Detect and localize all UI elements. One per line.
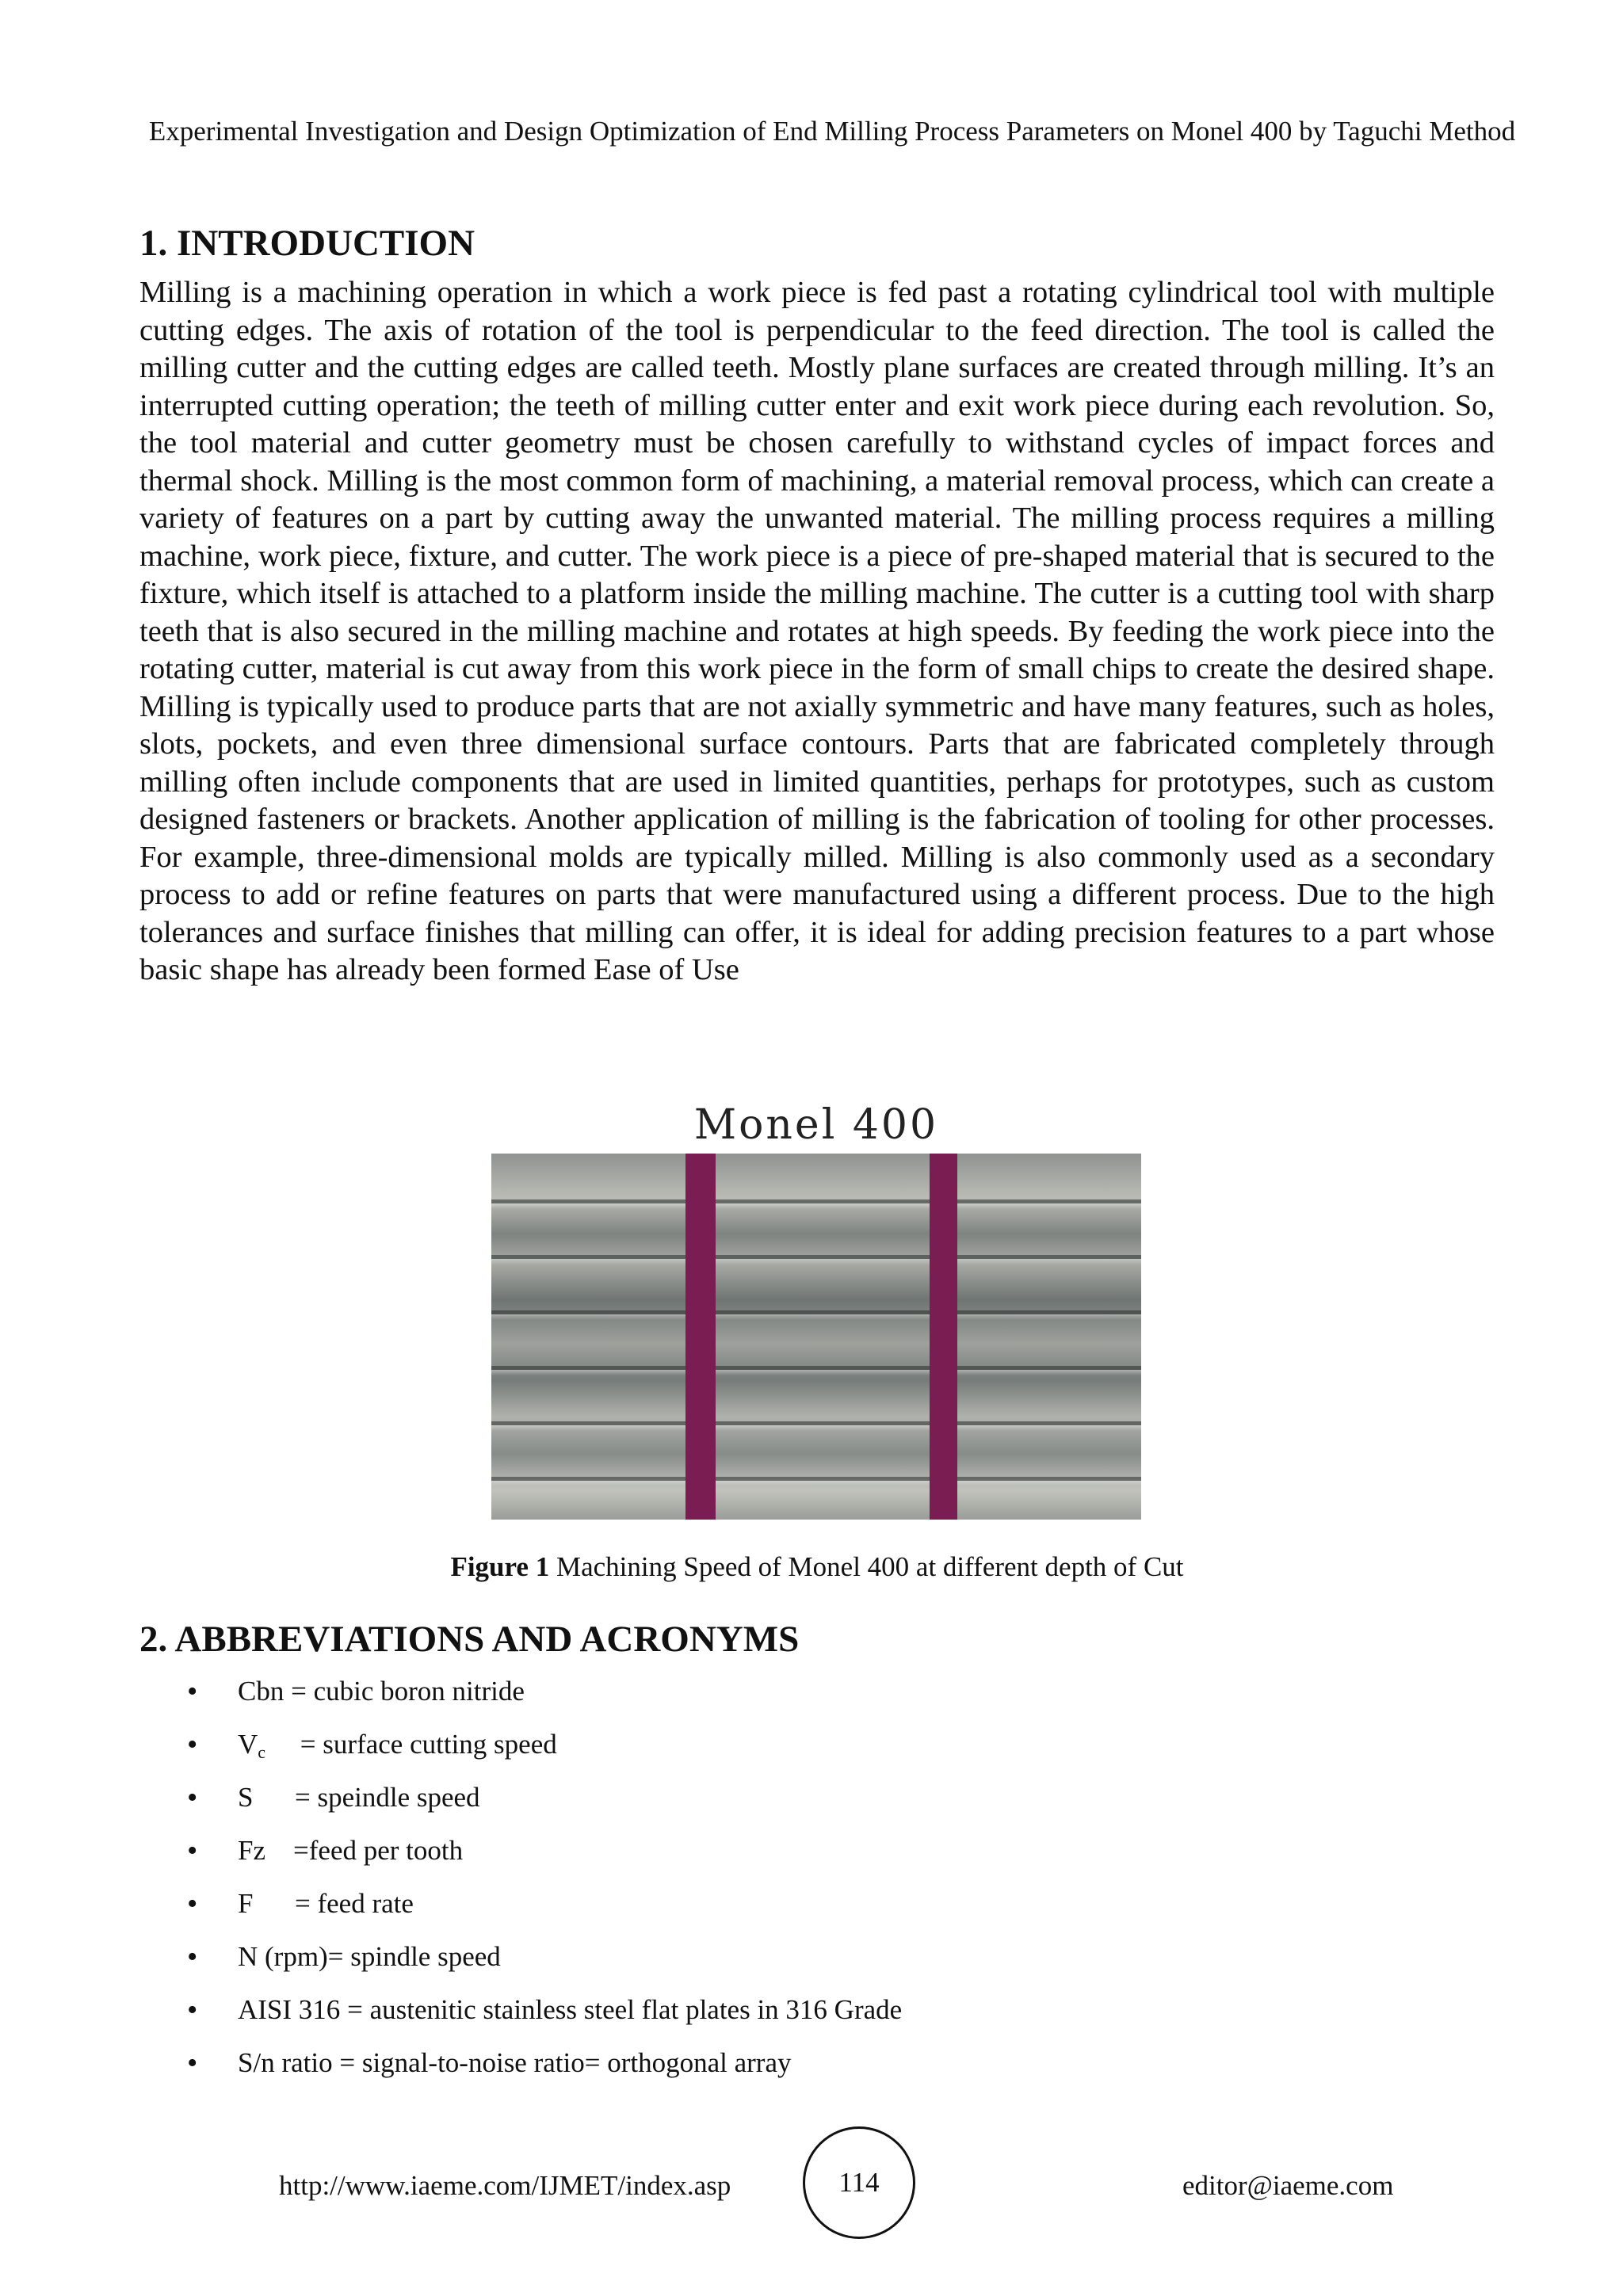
abbr-separator: = <box>284 1676 314 1707</box>
abbr-separator: = <box>265 1729 323 1760</box>
abbr-definition: feed per tooth <box>308 1835 464 1866</box>
list-item <box>139 1833 902 1886</box>
abbr-separator: = <box>327 1941 351 1972</box>
list-item <box>139 1992 902 2045</box>
abbr-separator: = <box>332 2047 362 2078</box>
abbr-separator: = <box>253 1782 318 1813</box>
list-item <box>139 1779 902 1833</box>
abbr-term: V <box>238 1729 258 1760</box>
page-number: 114 <box>803 2126 915 2239</box>
abbr-separator: = <box>253 1888 318 1919</box>
abbr-definition: austenitic stainless steel flat plates in 316 Grade <box>369 1994 903 2025</box>
figure-title: Monel 400 <box>693 1101 939 1149</box>
section-heading-abbreviations: 2. ABBREVIATIONS AND ACRONYMS <box>139 1619 800 1660</box>
abbr-term: S <box>238 1782 254 1813</box>
list-item <box>139 1886 902 1939</box>
abbreviation-list <box>139 1673 902 2098</box>
list-item <box>139 2045 902 2098</box>
abbr-term: S/n ratio <box>238 2047 333 2078</box>
list-item <box>139 1939 902 1992</box>
list-item <box>139 1673 902 1726</box>
abbr-definition: spindle speed <box>350 1941 501 1972</box>
abbr-term: Cbn <box>238 1676 285 1707</box>
section-heading-introduction: 1. INTRODUCTION <box>139 223 475 264</box>
abbr-term: F <box>238 1888 254 1919</box>
abbr-term: Fz <box>238 1835 265 1866</box>
abbr-definition: cubic boron nitride <box>313 1676 525 1707</box>
footer-email-link[interactable]: editor@iaeme.com <box>1182 2170 1394 2201</box>
abbr-separator: = <box>265 1835 309 1866</box>
figure-caption-label: Figure 1 <box>450 1551 550 1582</box>
abbr-separator: = <box>340 1994 370 2025</box>
machined-plate <box>491 1154 685 1520</box>
abbr-term: AISI 316 <box>238 1994 341 2025</box>
abbr-term: N (rpm) <box>238 1941 328 1972</box>
machined-plate <box>957 1154 1141 1520</box>
figure-caption <box>139 1549 1495 1585</box>
abbr-subscript: c <box>258 1742 266 1762</box>
abbr-definition: surface cutting speed <box>323 1729 557 1760</box>
figure-caption-text: Machining Speed of Monel 400 at different depth of Cut <box>549 1551 1184 1582</box>
machined-plate <box>716 1154 930 1520</box>
running-head: Experimental Investigation and Design Optimization of End Milling Process Parameters on Monel 400 by Taguchi Method <box>148 116 1516 147</box>
abbr-definition: feed rate <box>317 1888 414 1919</box>
abbr-definition: speindle speed <box>317 1782 480 1813</box>
monel-400-plates-photo <box>491 1154 1141 1520</box>
footer-url-link[interactable]: http://www.iaeme.com/IJMET/index.asp <box>279 2170 731 2201</box>
abbr-definition: signal-to-noise ratio= orthogonal array <box>361 2047 792 2078</box>
list-item <box>139 1726 902 1779</box>
introduction-paragraph: Milling is a machining operation in which a work piece is fed past a rotating cylindrical tool with multiple cutting edges. The axis of rotation of the tool is perpendicular to the feed direction. The tool is called the milling cutter and the cutting edges are called teeth. Mostly plane surfaces are created through milling. It’s an interrupted cutting operation; the teeth of milling cutter enter and exit work piece during each revolution. So, the tool material and cutter geometry must be chosen carefully to withstand cycles of impact forces and thermal shock. Milling is the most common form of machining, a material removal process, which can create a variety of features on a part by cutting away the unwanted material. The milling process requires a milling machine, work piece, fixture, and cutter. The work piece is a piece of pre-shaped material that is secured to the fixture, which itself is attached to a platform inside the milling machine. The cutter is a cutting tool with sharp teeth that is also secured in the milling machine and rotates at high speeds. By feeding the work piece into the rotating cutter, material is cut away from this work piece in the form of small chips to create the desired shape. Milling is typically used to produce parts that are not axially symmetric and have many features, such as holes, slots, pockets, and even three dimensional surface contours. Parts that are fabricated completely through milling often include components that are used in limited quantities, perhaps for prototypes, such as custom designed fasteners or brackets. Another application of milling is the fabrication of tooling for other processes. For example, three-dimensional molds are typically milled. Milling is also commonly used as a secondary process to add or refine features on parts that were manufactured using a different process. Due to the high tolerances and surface finishes that milling can offer, it is ideal for adding precision features to a part whose basic shape has already been formed Ease of Use <box>139 276 1495 986</box>
